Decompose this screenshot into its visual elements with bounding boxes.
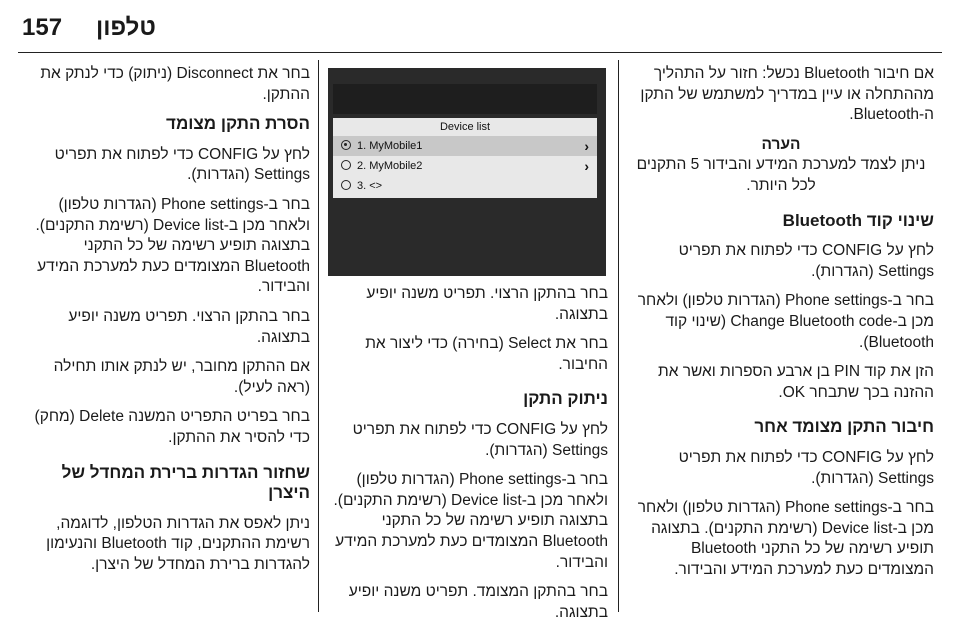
- column-divider-left: [318, 60, 319, 612]
- paragraph: בחר את Disconnect (ניתוק) כדי לנתק את ההתקן.: [40, 65, 310, 103]
- column-divider-right: [618, 60, 619, 612]
- note-body: ניתן לצמד למערכת המידע והבידור 5 התקנים לכל היותר.: [636, 156, 926, 194]
- paragraph: בחר את Select (בחירה) כדי ליצור את החיבור.: [365, 335, 608, 373]
- paragraph: אם חיבור Bluetooth נכשל: חזור על התהליך מההתחלה או עיין במדריך למשתמש של התקן ה-Bluetooth.: [640, 65, 934, 124]
- paragraph: לחץ על CONFIG כדי לפתוח את תפריט Settings (הגדרות).: [678, 448, 934, 487]
- page-header: [0, 0, 960, 48]
- chevron-right-icon: ›: [584, 138, 589, 154]
- device-list-title: Device list: [333, 118, 597, 137]
- section-heading-change-code: שינוי קוד Bluetooth: [782, 210, 934, 230]
- paragraph: בחר בפריט התפריט המשנה Delete (מחק) כדי להסיר את ההתקן.: [34, 408, 310, 446]
- paragraph: בחר בהתקן הרצוי. תפריט משנה יופיע בתצוגה.: [366, 285, 608, 323]
- paragraph: בחר ב-Phone settings (הגדרות טלפון) ולאחר מכן ב-Change Bluetooth code (שינוי קוד Bluetooth).: [637, 292, 934, 351]
- paragraph: בחר בהתקן המצומד. תפריט משנה יופיע בתצוגה.: [348, 583, 608, 621]
- column-left: [22, 64, 310, 584]
- page-title: טלפון: [96, 14, 156, 41]
- paragraph: בחר ב-Phone settings (הגדרות טלפון) ולאחר מכן ב-Device list (רשימת התקנים). בתצוגה תופיע רשימה של כל התקני Bluetooth המצומדים כעת למערכת המידע והבידור.: [637, 499, 934, 578]
- section-heading-restore: שחזור הגדרות ברירת המחדל של היצרן: [61, 462, 310, 503]
- section-heading-disconnect: ניתוק התקן: [523, 389, 608, 409]
- device-label: 2. MyMobile2: [357, 160, 423, 172]
- column-middle: [328, 64, 608, 632]
- paragraph: לחץ על CONFIG כדי לפתוח את תפריט Settings (הגדרות).: [352, 420, 608, 459]
- note-box: [628, 135, 934, 197]
- paragraph: בחר בהתקן הרצוי. תפריט משנה יופיע בתצוגה.: [68, 307, 310, 346]
- paragraph: בחר ב-Phone settings (הגדרות טלפון) ולאחר מכן ב-Device list (רשימת התקנים). בתצוגה תופיע רשימה של כל התקני Bluetooth המצומדים כעת למערכת המידע והבידור.: [35, 195, 310, 296]
- paragraph: לחץ על CONFIG כדי לפתוח את תפריט Settings (הגדרות).: [54, 145, 310, 184]
- paragraph: הזן את קוד PIN בן ארבע הספרות ואשר את ההזנה בכך שתבחר OK.: [658, 363, 934, 401]
- device-label: 1. MyMobile1: [357, 140, 423, 152]
- note-title: הערה: [761, 135, 801, 153]
- device-label: 3. <>: [357, 180, 383, 192]
- page-number: 157: [22, 14, 63, 41]
- column-right: [628, 64, 934, 589]
- header-rule: [18, 52, 942, 53]
- paragraph: אם ההתקן מחובר, יש לנתק אותו תחילה (ראה לעיל).: [53, 358, 310, 396]
- paragraph: לחץ על CONFIG כדי לפתוח את תפריט Settings (הגדרות).: [678, 242, 934, 280]
- paragraph: בחר ב-Phone settings (הגדרות טלפון) ולאחר מכן ב-Device list (רשימת התקנים). בתצוגה תופיע רשימה של כל התקני Bluetooth המצומדים כעת למערכת המידע והבידור.: [333, 471, 608, 571]
- chevron-right-icon: ›: [584, 158, 589, 174]
- section-heading-remove: הסרת התקן מצומד: [166, 114, 310, 134]
- section-heading-connect: חיבור התקן מצומד אחר: [754, 417, 934, 437]
- paragraph: ניתן לאפס את הגדרות הטלפון, לדוגמה, רשימת ההתקנים, קוד Bluetooth והנעימון להגדרות ברירת המחדל של היצרן.: [46, 514, 310, 573]
